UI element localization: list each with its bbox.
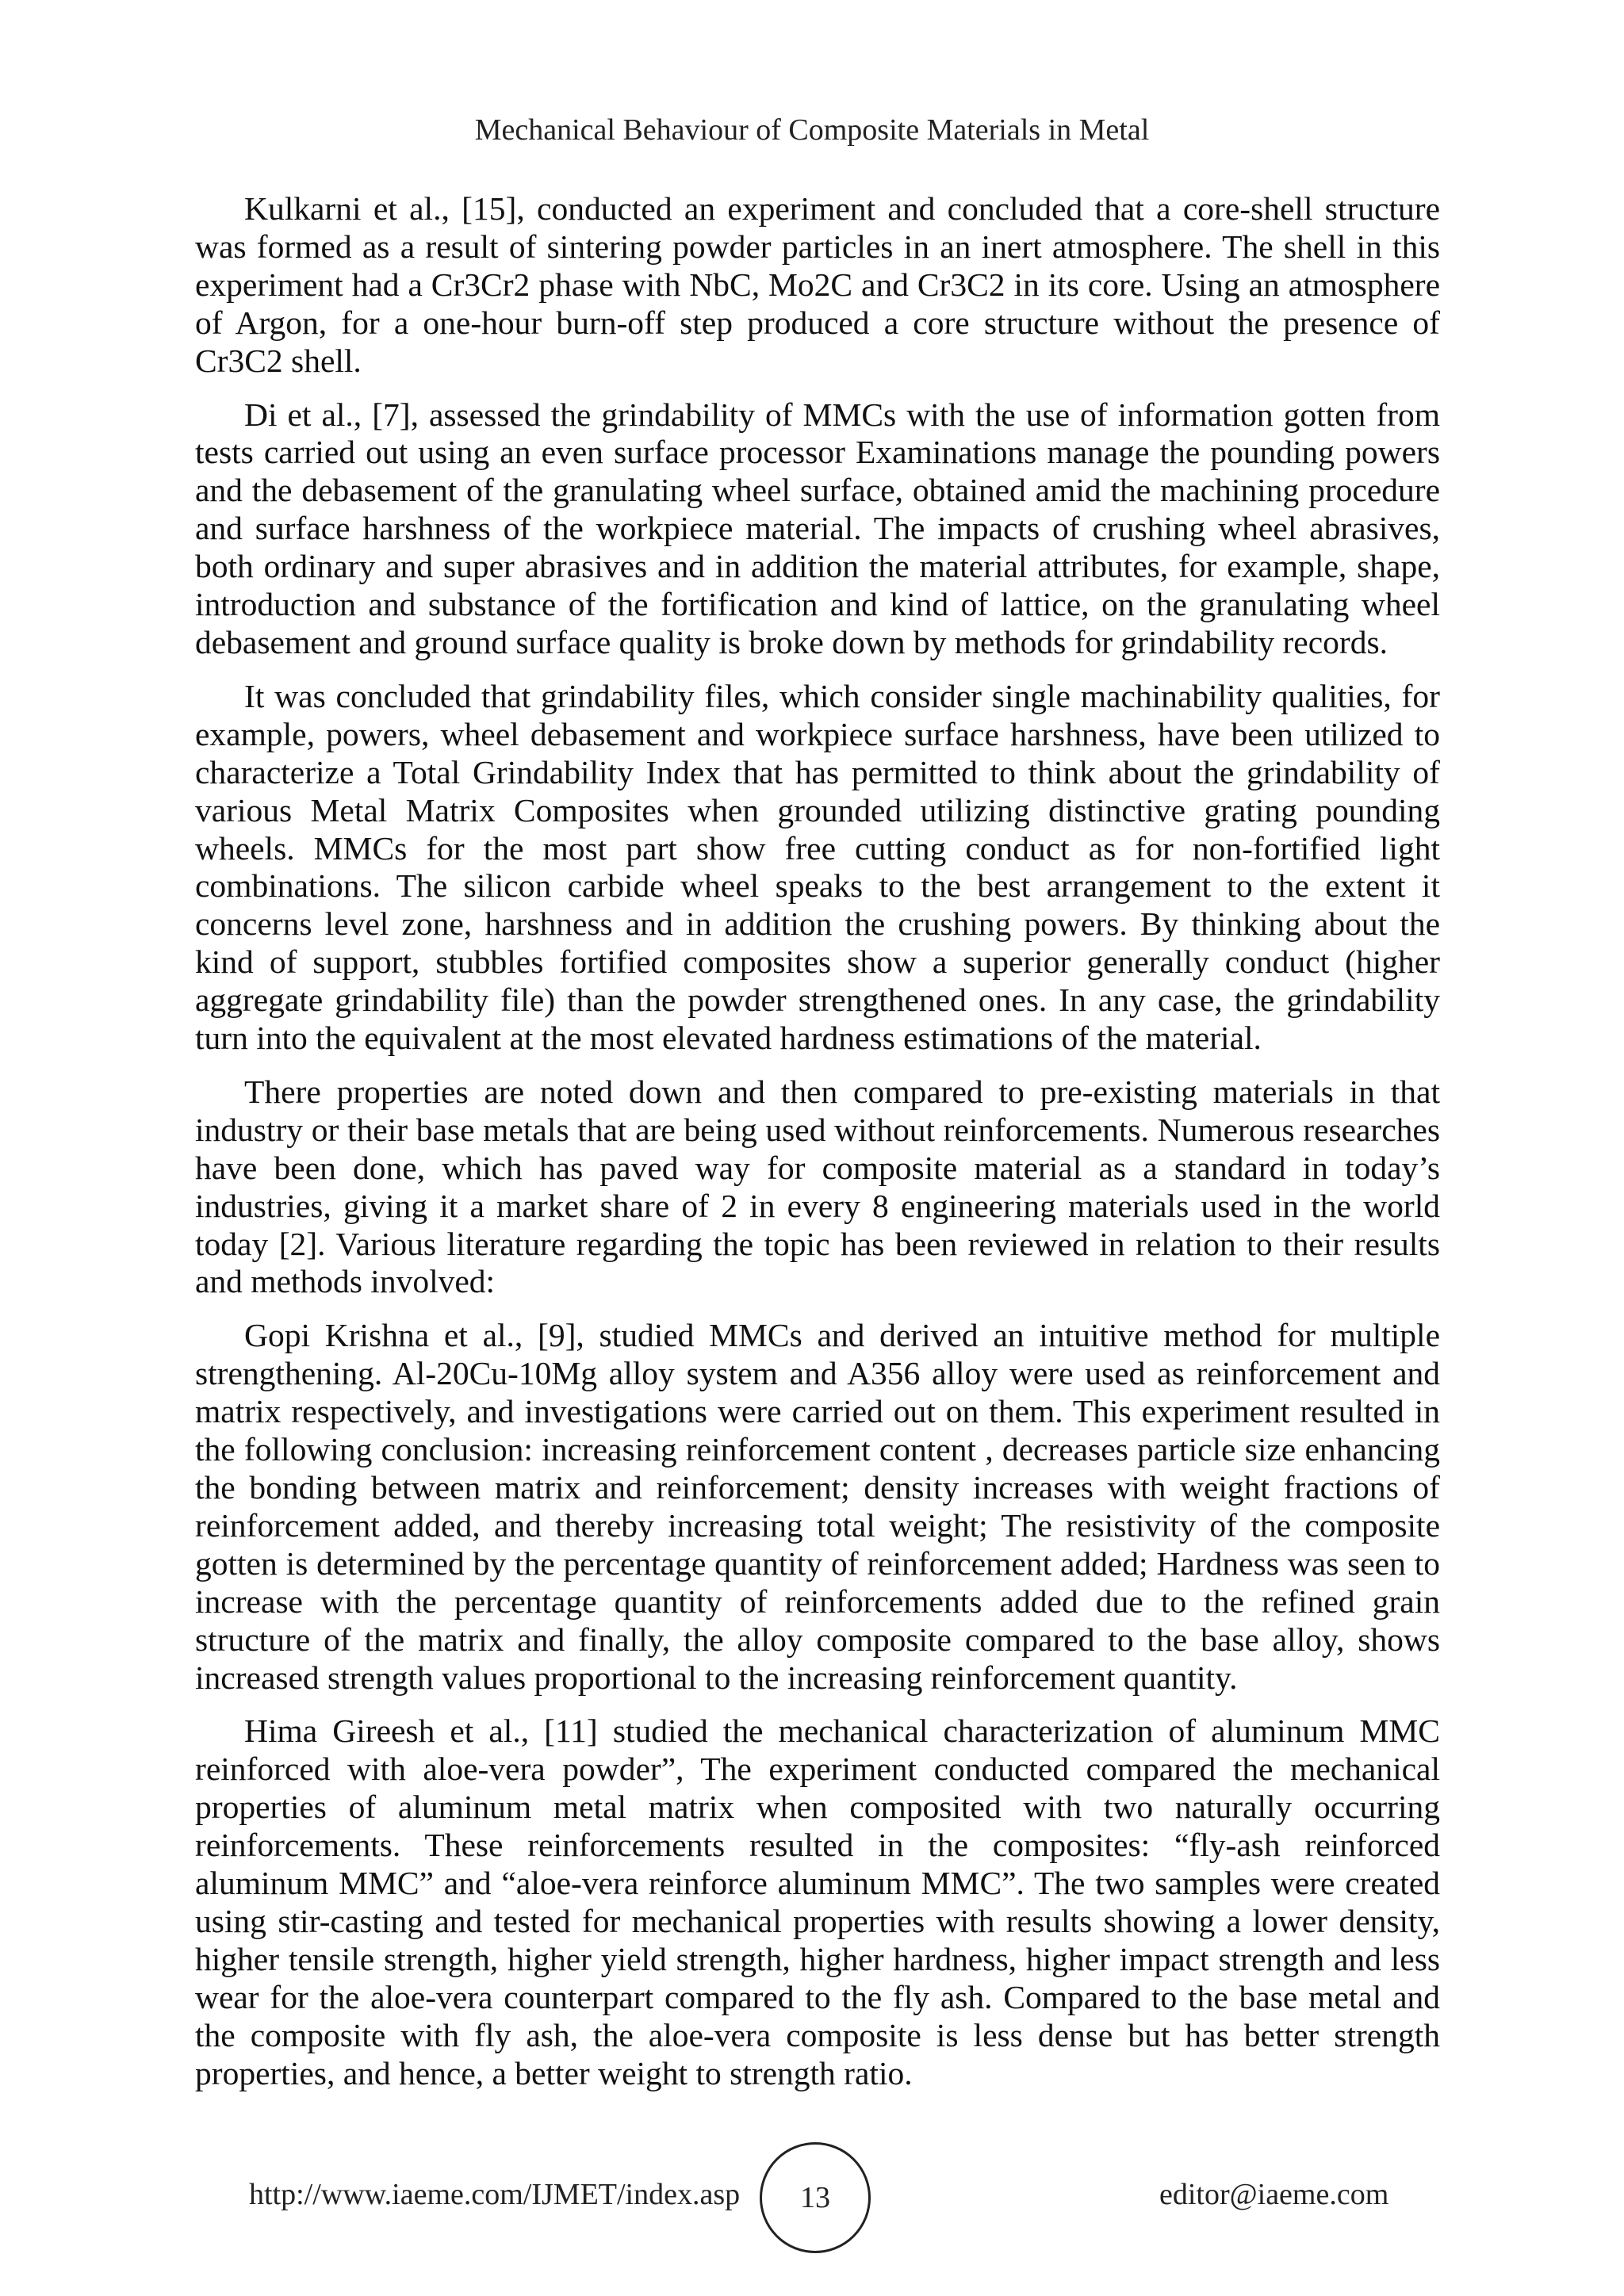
paragraph-hima-gireesh: Hima Gireesh et al., [11] studied the mechanical characterization of aluminum MMC reinforced with aloe-vera powder”, The experiment conducted compared the mechanical properties of aluminum metal matrix when composited with two naturally occurring reinforcements. These reinforcements resulted in the composites: “fly-ash reinforced aluminum MMC” and “aloe-vera reinforce aluminum MMC”. The two samples were created using stir-casting and tested for mechanical properties with results showing a lower density, higher tensile strength, higher yield strength, higher hardness, higher impact strength and less wear for the aloe-vera counterpart compared to the fly ash. Compared to the base metal and the composite with fly ash, the aloe-vera composite is less dense but has better strength properties, and hence, a better weight to strength ratio. — [195, 1712, 1440, 2091]
page-number-circle — [760, 2142, 871, 2253]
paragraph-grindability-conclusion: It was concluded that grindability files, which consider single machinability qualities, for example, powers, wheel debasement and workpiece surface harshness, have been utilized to characterize a Total Grindability Index that has permitted to think about the grindability of various Metal Matrix Composites when grounded utilizing distinctive grating pounding wheels. MMCs for the most part show free cutting conduct as for non-fortified light combinations. The silicon carbide wheel speaks to the best arrangement to the extent it concerns level zone, harshness and in addition the crushing powers. By thinking about the kind of support, stubbles fortified composites show a superior generally conduct (higher aggregate grindability file) than the powder strengthened ones. In any case, the grindability turn into the equivalent at the most elevated hardness estimations of the material. — [195, 677, 1440, 1057]
paragraph-di: Di et al., [7], assessed the grindability of MMCs with the use of information gotten from tests carried out using an even surface processor Examinations manage the pounding powers and the debasement of the granulating wheel surface, obtained amid the machining procedure and surface harshness of the workpiece material. The impacts of crushing wheel abrasives, both ordinary and super abrasives and in addition the material attributes, for example, shape, introduction and substance of the fortification and kind of lattice, on the granulating wheel debasement and ground surface quality is broke down by methods for grindability records. — [195, 396, 1440, 660]
footer-email-link[interactable]: editor@iaeme.com — [1159, 2178, 1389, 2211]
paragraph-properties-comparison: There properties are noted down and then compared to pre-existing materials in that industry or their base metals that are being used without reinforcements. Numerous researches have been done, which has paved way for composite material as a standard in today’s industries, giving it a market share of 2 in every 8 engineering materials used in the world today [2]. Various literature regarding the topic has been reviewed in relation to their results and methods involved: — [195, 1073, 1440, 1300]
footer-url-link[interactable]: http://www.iaeme.com/IJMET/index.asp — [249, 2178, 741, 2211]
article-body — [195, 190, 1440, 2109]
page-footer — [0, 2142, 1624, 2253]
page-number: 13 — [800, 2181, 830, 2214]
paragraph-gopi-krishna: Gopi Krishna et al., [9], studied MMCs and derived an intuitive method for multiple strengthening. Al-20Cu-10Mg alloy system and A356 alloy were used as reinforcement and matrix respectively, and investigations were carried out on them. This experiment resulted in the following conclusion: increasing reinforcement content , decreases particle size enhancing the bonding between matrix and reinforcement; density increases with weight fractions of reinforcement added, and thereby increasing total weight; The resistivity of the composite gotten is determined by the percentage quantity of reinforcement added; Hardness was seen to increase with the percentage quantity of reinforcements added due to the refined grain structure of the matrix and finally, the alloy composite compared to the base alloy, shows increased strength values proportional to the increasing reinforcement quantity. — [195, 1317, 1440, 1696]
paragraph-kulkarni: Kulkarni et al., [15], conducted an experiment and concluded that a core-shell structure was formed as a result of sintering powder particles in an inert atmosphere. The shell in this experiment had a Cr3Cr2 phase with NbC, Mo2C and Cr3C2 in its core. Using an atmosphere of Argon, for a one-hour burn-off step produced a core structure without the presence of Cr3C2 shell. — [195, 190, 1440, 379]
running-header-title: Mechanical Behaviour of Composite Materials in Metal — [474, 113, 1150, 147]
